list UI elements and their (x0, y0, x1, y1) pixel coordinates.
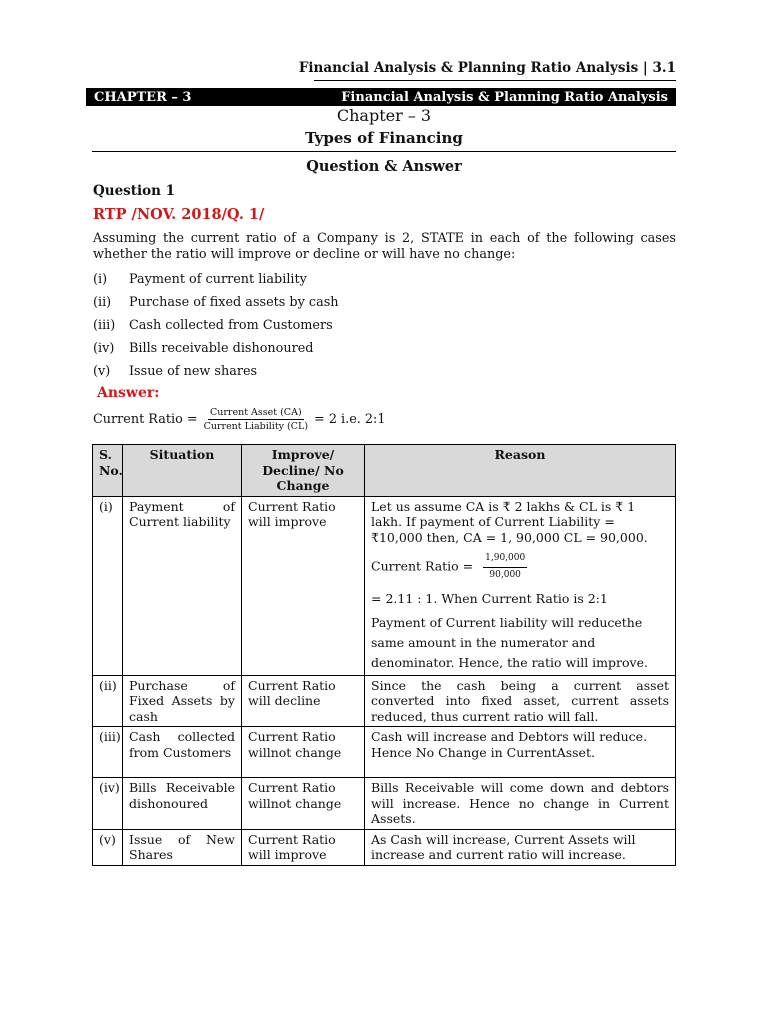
cell-effect: Current Ratio willnot change (242, 778, 365, 830)
question-text: Assuming the current ratio of a Company is 2, STATE in each of the following cases whether the ratio will improve or decline or will have no change: (93, 231, 676, 262)
header-sno: S. No. (93, 445, 123, 497)
table-row (93, 675, 676, 727)
title-rule (92, 151, 676, 152)
case-list (93, 268, 676, 383)
case-number: (ii) (93, 295, 112, 310)
ratio-table (92, 444, 676, 866)
cell-sno: (iv) (93, 778, 123, 830)
cell-sno: (i) (93, 496, 123, 675)
question-label: Question 1 (93, 183, 176, 199)
chapter-title: Chapter – 3 (336, 106, 432, 125)
case-text: Purchase of fixed assets by cash (129, 295, 339, 310)
section-title: Types of Financing (305, 129, 463, 147)
cell-situation: Purchase of Fixed Assets by cash (123, 675, 242, 727)
cell-situation: Issue of New Shares (123, 829, 242, 865)
cell-effect: Current Ratio willnot change (242, 727, 365, 778)
formula-prefix: Current Ratio = (93, 412, 198, 427)
cell-effect: Current Ratio will improve (242, 829, 365, 865)
cell-sno: (iii) (93, 727, 123, 778)
current-ratio-formula (93, 407, 386, 432)
cell-sno: (v) (93, 829, 123, 865)
cell-situation: Bills Receivable dishonoured (123, 778, 242, 830)
reason-text: = 2.11 : 1. When Current Ratio is 2:1 (371, 591, 608, 606)
header-reason: Reason (365, 445, 676, 497)
case-number: (v) (93, 364, 111, 379)
running-header: Financial Analysis & Planning Ratio Analysis | 3.1 (298, 60, 676, 76)
case-text: Bills receivable dishonoured (129, 341, 314, 356)
case-text: Issue of new shares (129, 364, 258, 379)
case-number: (iv) (93, 341, 115, 356)
cell-reason: Cash will increase and Debtors will reduce. Hence No Change in CurrentAsset. (365, 727, 676, 778)
ratio-numerator: 1,90,000 (483, 551, 527, 568)
ratio-denominator: 90,000 (489, 569, 521, 580)
table-row (93, 727, 676, 778)
reason-text: Let us assume CA is ₹ 2 lakhs & CL is ₹ 1 lakh. If payment of Current Liability = ₹10,000 then, CA = 1, 90,000 CL = 90,000. (371, 498, 648, 545)
header-rule (314, 80, 676, 81)
cell-sno: (ii) (93, 675, 123, 727)
ratio-fraction (483, 551, 527, 583)
cell-effect: Current Ratio will improve (242, 496, 365, 675)
list-item (93, 291, 676, 314)
case-text: Cash collected from Customers (129, 318, 333, 333)
cell-effect: Current Ratio will decline (242, 675, 365, 727)
reason-text: Payment of Current liability will reducethe same amount in the numerator and denominator. Hence, the ratio will improve. (371, 614, 648, 670)
formula-denominator: Current Liability (CL) (203, 421, 309, 432)
cell-reason (365, 496, 676, 675)
header-situation: Situation (123, 445, 242, 497)
list-item (93, 360, 676, 383)
cell-reason: As Cash will increase, Current Assets will increase and current ratio will increase. (365, 829, 676, 865)
table-row (93, 778, 676, 830)
case-text: Payment of current liability (129, 272, 307, 287)
cell-situation: Cash collected from Customers (123, 727, 242, 778)
reason-ratio (371, 551, 669, 583)
formula-numerator: Current Asset (CA) (209, 407, 302, 418)
answer-label: Answer: (97, 385, 160, 401)
table-row (93, 829, 676, 865)
ratio-label: Current Ratio = (371, 558, 474, 574)
list-item (93, 314, 676, 337)
formula-fraction (202, 407, 310, 432)
list-item (93, 268, 676, 291)
cell-situation: Payment of Current liability (123, 496, 242, 675)
header-effect: Improve/ Decline/ No Change (242, 445, 365, 497)
chapter-bar (86, 88, 676, 106)
table-row (93, 496, 676, 675)
case-number: (i) (93, 272, 108, 287)
chapter-bar-left: CHAPTER – 3 (94, 89, 192, 105)
chapter-bar-right: Financial Analysis & Planning Ratio Analysis (341, 89, 668, 105)
question-source: RTP /NOV. 2018/Q. 1/ (93, 206, 265, 223)
case-number: (iii) (93, 318, 116, 333)
qa-title: Question & Answer (306, 158, 462, 175)
table-header-row (93, 445, 676, 497)
formula-suffix: = 2 i.e. 2:1 (314, 412, 386, 427)
cell-reason: Bills Receivable will come down and debtors will increase. Hence no change in Current Assets. (365, 778, 676, 830)
cell-reason: Since the cash being a current asset converted into fixed asset, current assets reduced, thus current ratio will fall. (365, 675, 676, 727)
list-item (93, 337, 676, 360)
